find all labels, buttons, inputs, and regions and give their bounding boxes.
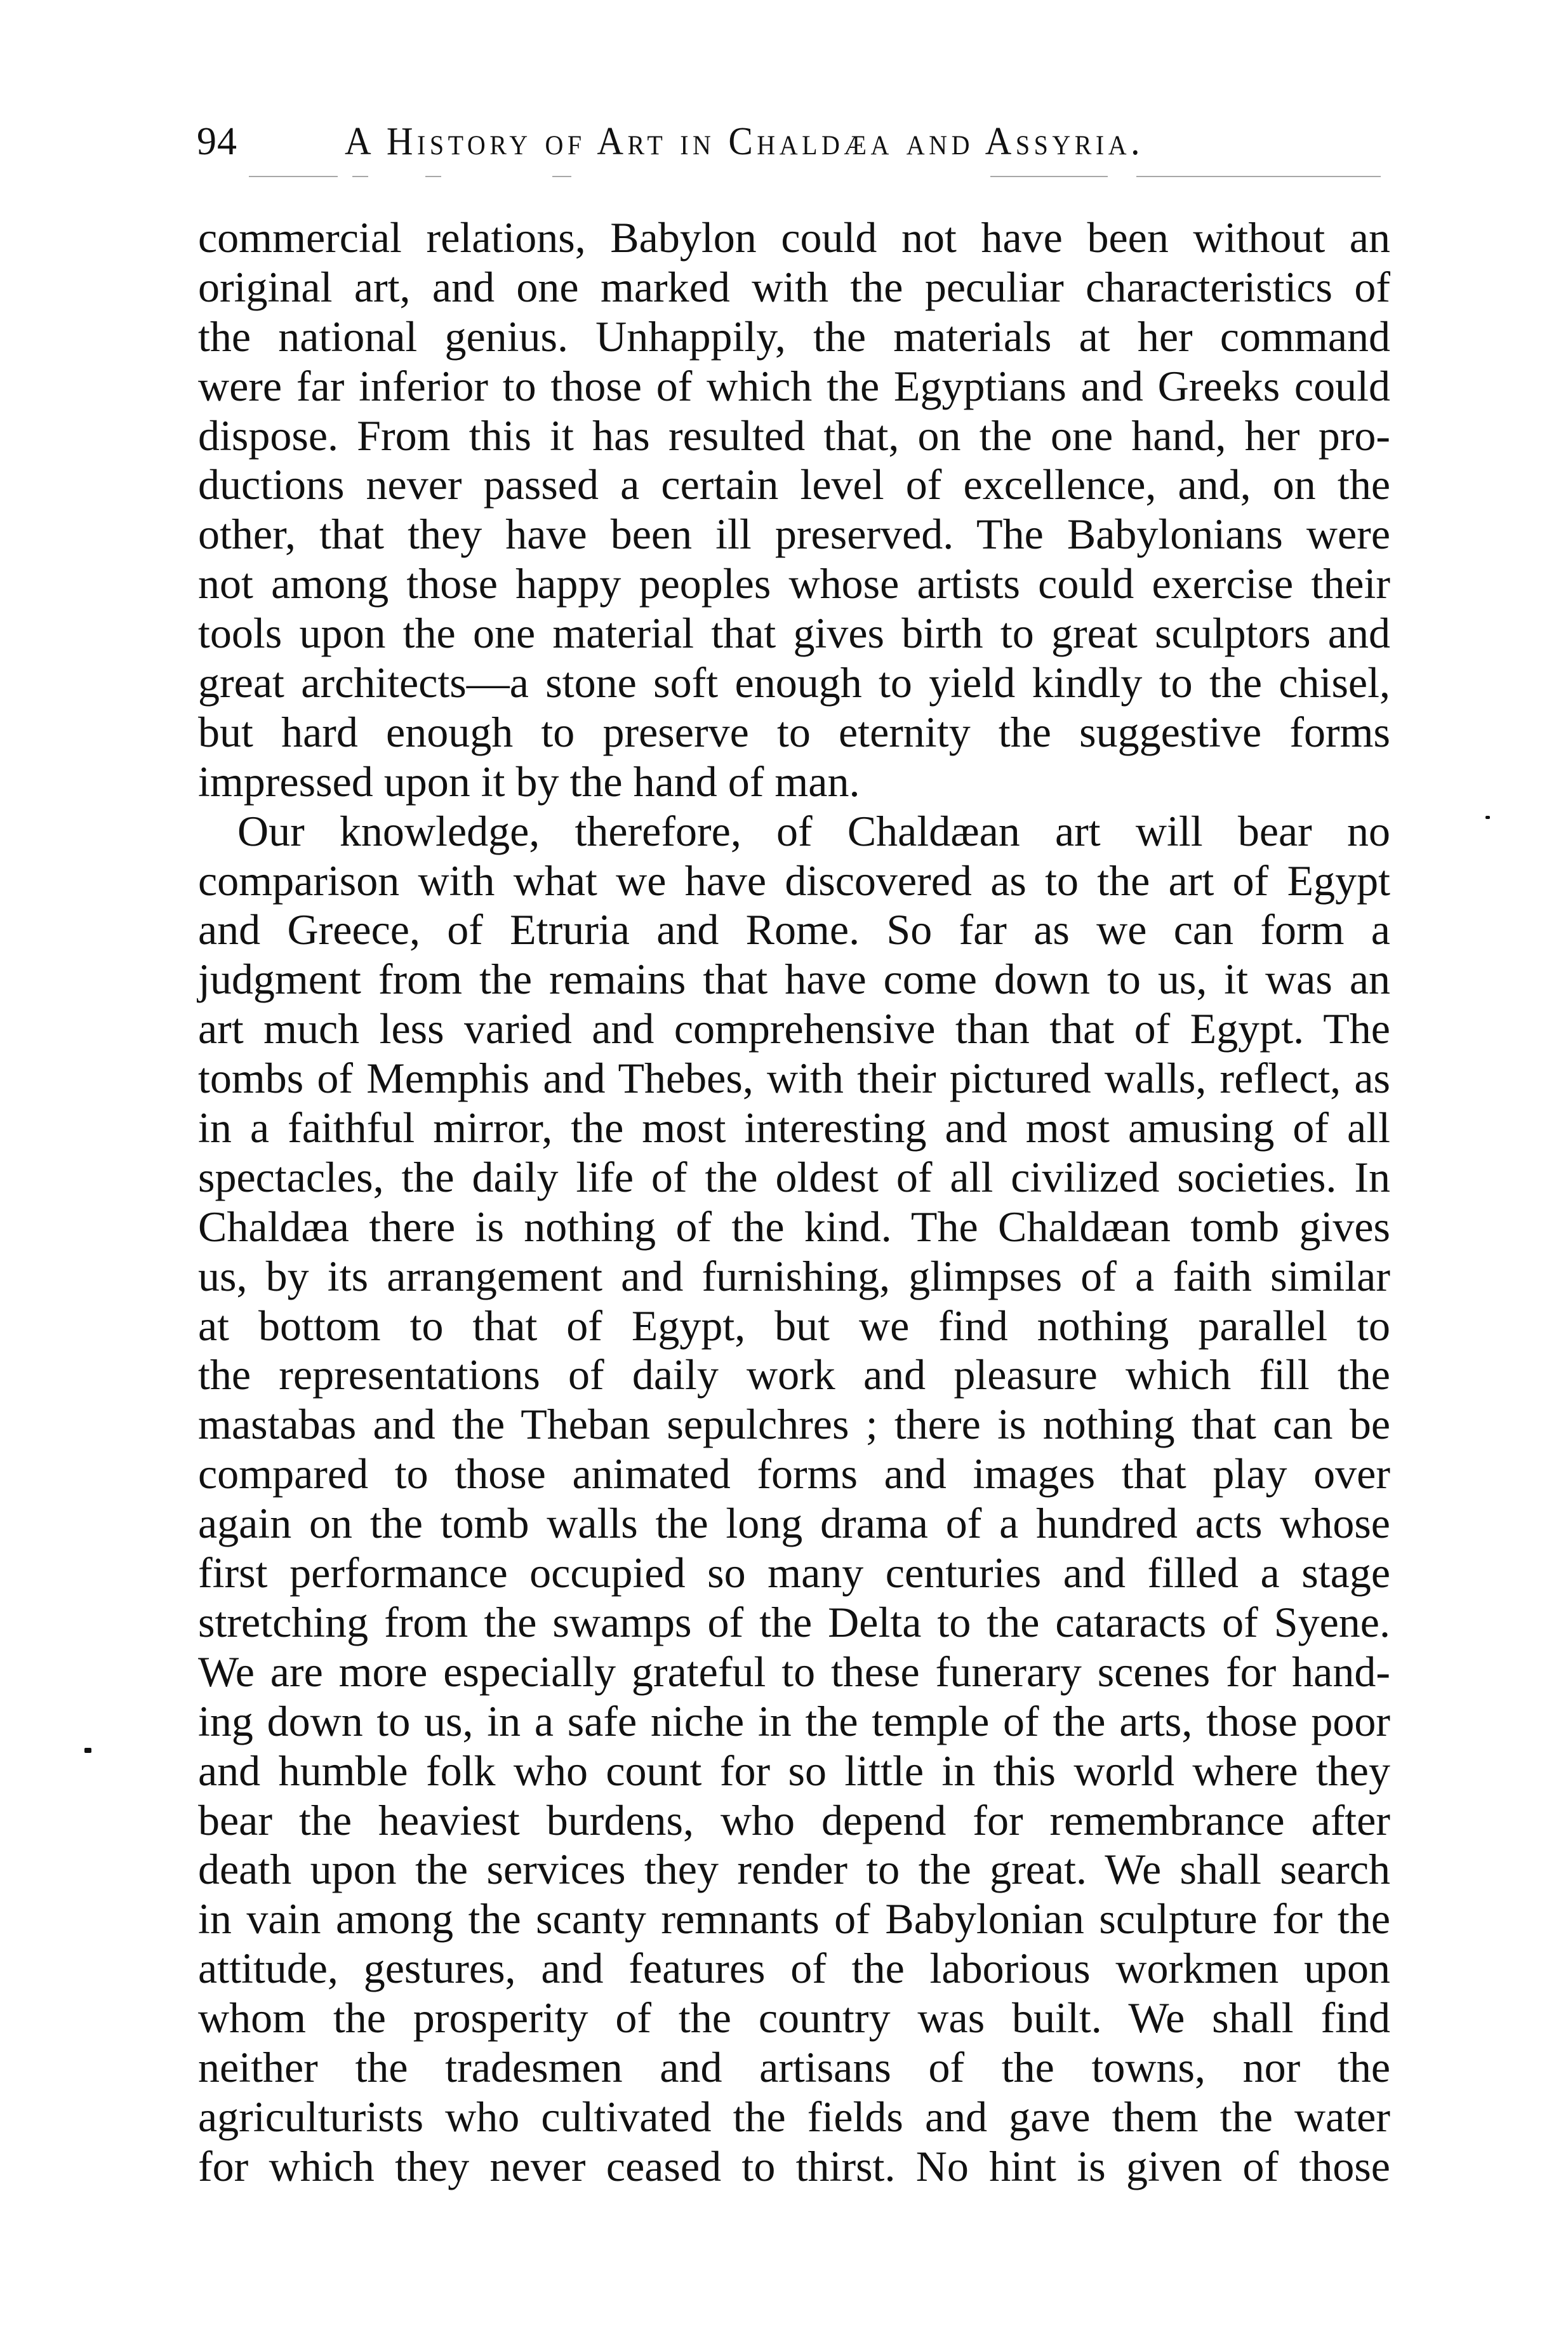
text-line: original art, and one marked with the peculiar characteristics of xyxy=(198,262,1390,311)
text-line: ing down to us, in a safe niche in the temple of the arts, those poor xyxy=(198,1696,1390,1745)
text-line: tools upon the one material that gives birth to great sculptors and xyxy=(198,609,1390,658)
paragraph-1 xyxy=(198,213,1390,807)
body-text xyxy=(198,213,1390,2192)
text-line: great architects—a stone soft enough to yield kindly to the chisel, xyxy=(198,658,1390,707)
text-line: whom the prosperity of the country was built. We shall find xyxy=(198,1994,1390,2042)
text-line: us, by its arrangement and furnishing, glimpses of a faith similar xyxy=(198,1251,1390,1300)
running-head-title: A History of Art in Chaldæa and Assyria. xyxy=(345,120,1145,163)
text-line: in vain among the scanty remnants of Babylonian sculpture for the xyxy=(198,1895,1390,1943)
text-line: first performance occupied so many centuries and filled a stage xyxy=(198,1548,1390,1597)
header-rule-segment xyxy=(352,176,368,177)
text-line: mastabas and the Theban sepulchres ; there is nothing that can be xyxy=(198,1400,1390,1449)
text-line: not among those happy peoples whose artists could exercise their xyxy=(198,559,1390,608)
text-line: spectacles, the daily life of the oldest of all civilized societies. In xyxy=(198,1152,1390,1201)
margin-speck-right xyxy=(1485,816,1490,819)
text-line: neither the tradesmen and artisans of the towns, nor the xyxy=(198,2042,1390,2091)
text-line: again on the tomb walls the long drama of a hundred acts whose xyxy=(198,1499,1390,1548)
text-line: and humble folk who count for so little in this world where they xyxy=(198,1746,1390,1795)
text-line: and Greece, of Etruria and Rome. So far as we can form a xyxy=(198,905,1390,954)
text-line: agriculturists who cultivated the fields and gave them the water xyxy=(198,2092,1390,2141)
header-rule-segment xyxy=(552,176,571,177)
text-line: the representations of daily work and pleasure which fill the xyxy=(198,1350,1390,1399)
page-number: 94 xyxy=(197,120,237,163)
text-line: Chaldæa there is nothing of the kind. The Chaldæan tomb gives xyxy=(198,1202,1390,1251)
text-line: impressed upon it by the hand of man. xyxy=(198,757,860,806)
text-line: comparison with what we have discovered as to the art of Egypt xyxy=(198,856,1390,905)
text-line: judgment from the remains that have come down to us, it was an xyxy=(198,955,1390,1004)
text-line: other, that they have been ill preserved. The Babylonians were xyxy=(198,510,1390,559)
text-line: dispose. From this it has resulted that, on the one hand, her pro- xyxy=(198,411,1390,460)
text-line: attitude, gestures, and features of the laborious workmen upon xyxy=(198,1944,1390,1993)
text-line: We are more especially grateful to these funerary scenes for hand- xyxy=(198,1647,1390,1696)
running-head xyxy=(197,119,1390,164)
text-line: stretching from the swamps of the Delta to the cataracts of Syene. xyxy=(198,1597,1390,1646)
text-line: at bottom to that of Egypt, but we find nothing parallel to xyxy=(198,1301,1390,1350)
margin-speck-left xyxy=(84,1748,91,1753)
header-rule-segment xyxy=(425,176,441,177)
text-line: art much less varied and comprehensive than that of Egypt. The xyxy=(198,1004,1390,1053)
text-line: in a faithful mirror, the most interesting and most amusing of all xyxy=(198,1103,1390,1152)
text-line: were far inferior to those of which the Egyptians and Greeks could xyxy=(198,361,1390,410)
text-line: tombs of Memphis and Thebes, with their pictured walls, reflect, as xyxy=(198,1054,1390,1103)
header-rule-segment xyxy=(990,176,1108,177)
text-line: Our knowledge, therefore, of Chaldæan art will bear no xyxy=(237,806,1390,855)
text-line: the national genius. Unhappily, the materials at her command xyxy=(198,312,1390,361)
text-line: death upon the services they render to the great. We shall search xyxy=(198,1845,1390,1894)
text-line: but hard enough to preserve to eternity the suggestive forms xyxy=(198,707,1390,756)
text-line: commercial relations, Babylon could not have been without an xyxy=(198,213,1390,262)
text-line: for which they never ceased to thirst. No hint is given of those xyxy=(198,2141,1390,2190)
header-rule-segment xyxy=(1136,176,1381,177)
text-line: compared to those animated forms and images that play over xyxy=(198,1449,1390,1498)
text-line: bear the heaviest burdens, who depend for remembrance after xyxy=(198,1795,1390,1844)
paragraph-2 xyxy=(198,807,1390,2192)
text-line: ductions never passed a certain level of excellence, and, on the xyxy=(198,460,1390,509)
header-rule-segment xyxy=(249,176,338,177)
